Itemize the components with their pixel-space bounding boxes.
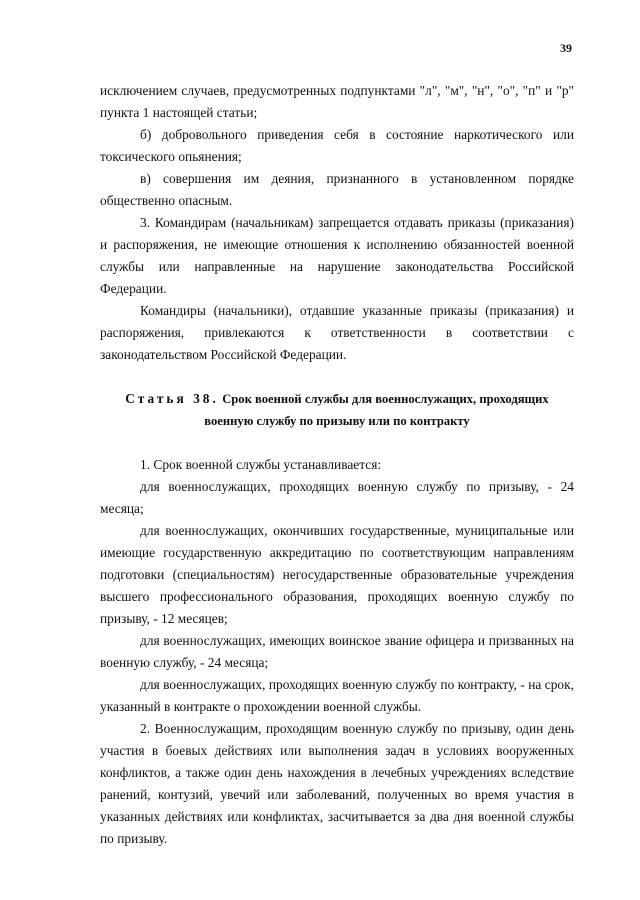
- paragraph: для военнослужащих, окончивших государственные, муниципальные или имеющие государственную аккредитацию по соответствующим направлениям подготовки (специальностям) негосударственные образовательные учреждения высшего профессионального образования, проходящих военную службу по призыву, - 12 месяцев;: [100, 523, 574, 626]
- article-heading: [100, 388, 574, 432]
- paragraph: 1. Срок военной службы устанавливается:: [140, 457, 382, 472]
- paragraph: для военнослужащих, проходящих военную службу по призыву, - 24 месяца;: [100, 479, 574, 516]
- paragraph: для военнослужащих, проходящих военную службу по контракту, - на срок, указанный в контракте о прохождении военной службы.: [100, 677, 574, 714]
- paragraph: для военнослужащих, имеющих воинское звание офицера и призванных на военную службу, - 24 месяца;: [100, 633, 574, 670]
- paragraph: Командиры (начальники), отдавшие указанные приказы (приказания) и распоряжения, привлекаются к ответственности в соответствии с законодательством Российской Федерации.: [100, 303, 574, 362]
- document-body: [100, 80, 574, 850]
- article-label: Статья 38.: [125, 391, 219, 406]
- paragraph: в) совершения им деяния, признанного в установленном порядке общественно опасным.: [100, 171, 574, 208]
- paragraph: 3. Командирам (начальникам) запрещается отдавать приказы (приказания) и распоряжения, не имеющие отношения к исполнению обязанностей военной службы или направленные на нарушение законодательства Российской Федерации.: [100, 215, 574, 296]
- paragraph: исключением случаев, предусмотренных подпунктами "л", "м", "н", "о", "п" и "р" пункта 1 настоящей статьи;: [100, 83, 574, 120]
- page-number: 39: [560, 41, 572, 55]
- paragraph: 2. Военнослужащим, проходящим военную службу по призыву, один день участия в боевых действиях или выполнения задач в условиях вооруженных конфликтов, а также один день нахождения в лечебных учреждениях вследствие ранений, контузий, увечий или заболеваний, полученных во время участия в указанных действиях или конфликтах, засчитывается за два дня военной службы по призыву.: [100, 721, 574, 846]
- paragraph: б) добровольного приведения себя в состояние наркотического или токсического опьянения;: [100, 127, 574, 164]
- article-title: Срок военной службы для военнослужащих, проходящих военную службу по призыву или по контракту: [204, 392, 549, 428]
